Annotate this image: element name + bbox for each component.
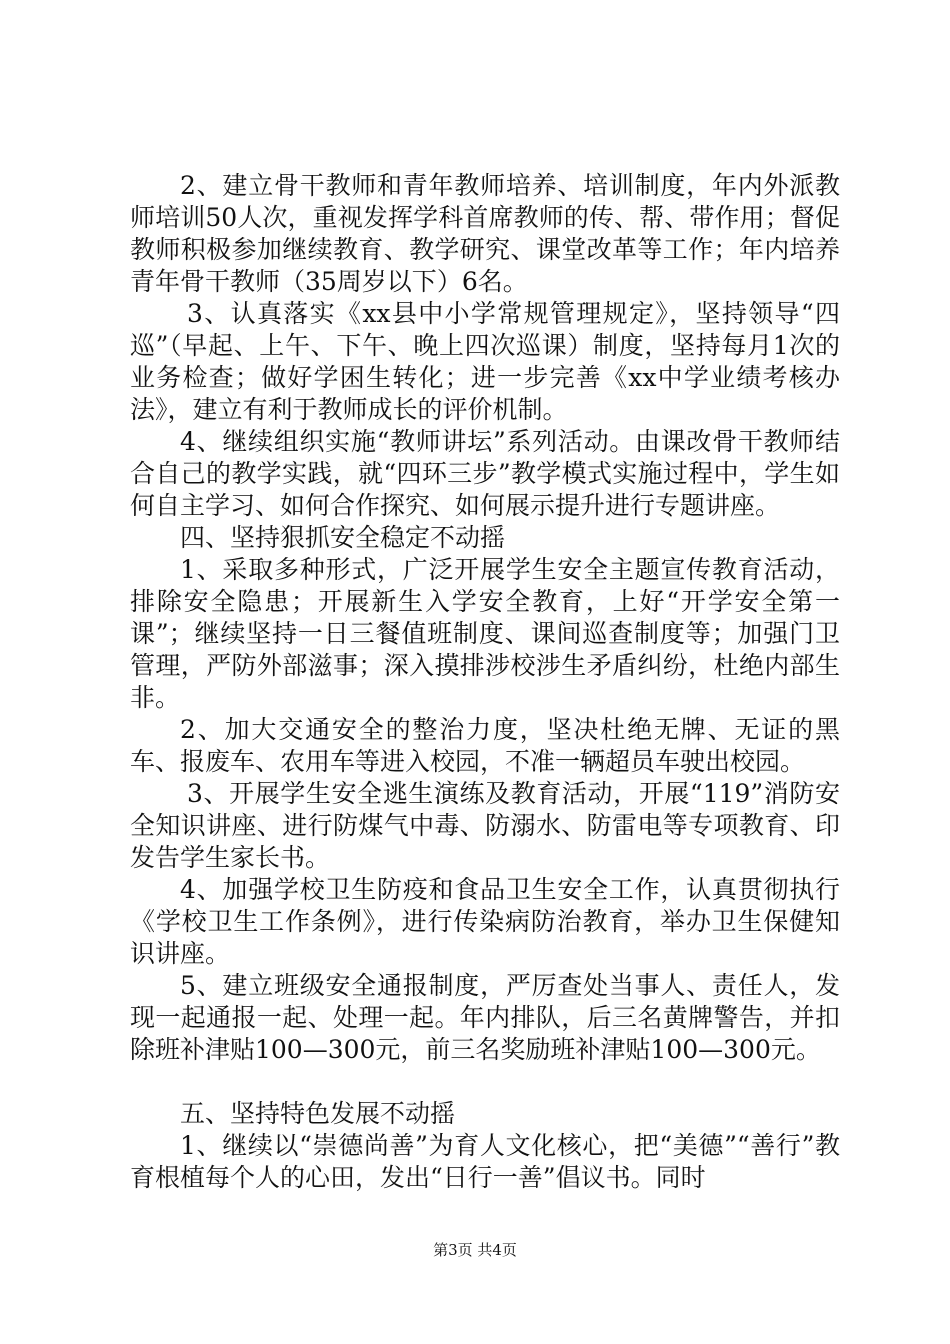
paragraph-teacher-forum: 4、继续组织实施“教师讲坛”系列活动。由课改骨干教师结合自己的教学实践，就“四环三步”教学模式实施过程中，学生如何自主学习、如何合作探究、如何展示提升进行专题讲座。 [130,427,840,520]
paragraph-gap [130,1066,840,1098]
paragraph-health-epidemic: 4、加强学校卫生防疫和食品卫生安全工作，认真贯彻执行《学校卫生工作条例》，进行传染病防治教育，举办卫生保健知识讲座。 [130,875,840,968]
section-heading-safety: 四、坚持狠抓安全稳定不动摇 [180,523,506,552]
paragraph-safety-education: 1、采取多种形式，广泛开展学生安全主题宣传教育活动，排除安全隐患；开展新生入学安全教育，上好“开学安全第一课”；继续坚持一日三餐值班制度、课间巡查制度等；加强门卫管理，严防外部滋事；深入摸排涉校涉生矛盾纠纷，杜绝内部生非。 [130,555,840,712]
paragraph-routine-management: 3、认真落实《xx县中小学常规管理规定》，坚持领导“四巡”（早起、上午、下午、晚上四次巡课）制度，坚持每月1次的业务检查；做好学困生转化；进一步完善《xx中学业绩考核办法》，建立有利于教师成长的评价机制。 [130,299,840,424]
document-body [130,170,840,1194]
paragraph-teacher-training: 2、建立骨干教师和青年教师培养、培训制度，年内外派教师培训50人次，重视发挥学科首席教师的传、帮、带作用；督促教师积极参加继续教育、教学研究、课堂改革等工作；年内培养青年骨干教师（35周岁以下）6名。 [130,171,840,296]
page-footer: 第3页 共4页 [433,1241,517,1259]
paragraph-virtue-culture: 1、继续以“崇德尚善”为育人文化核心，把“美德”“善行”教育根植每个人的心田，发出“日行一善”倡议书。同时 [130,1131,840,1192]
paragraph-traffic-safety: 2、加大交通安全的整治力度，坚决杜绝无牌、无证的黑车、报废车、农用车等进入校园，不准一辆超员车驶出校园。 [130,715,840,776]
section-heading-characteristic: 五、坚持特色发展不动摇 [180,1099,456,1128]
paragraph-class-safety-report: 5、建立班级安全通报制度，严厉查处当事人、责任人，发现一起通报一起、处理一起。年内排队，后三名黄牌警告，并扣除班补津贴100—300元，前三名奖励班补津贴100—300元。 [130,971,840,1064]
paragraph-escape-drill: 3、开展学生安全逃生演练及教育活动，开展“119”消防安全知识讲座、进行防煤气中毒、防溺水、防雷电等专项教育、印发告学生家长书。 [130,779,840,872]
